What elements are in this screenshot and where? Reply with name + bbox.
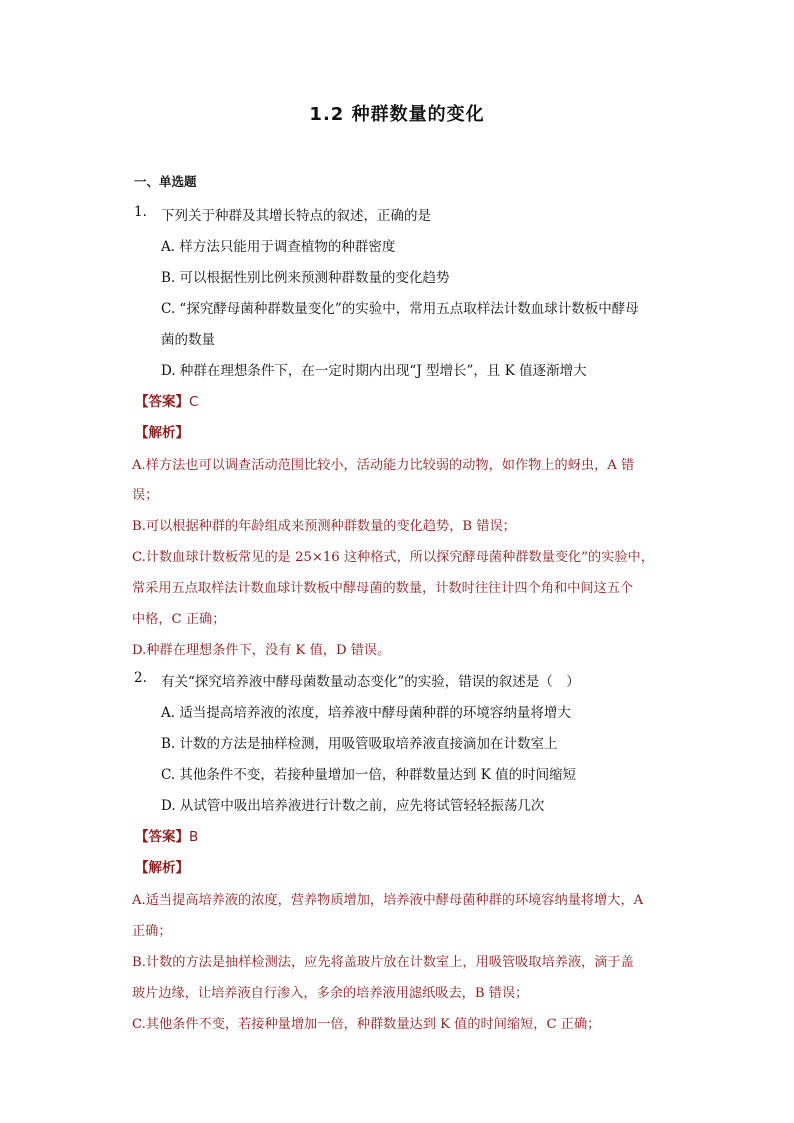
analysis-line: 中格，C 正确； — [132, 612, 226, 627]
analysis-line: A.样方法也可以调查活动范围比较小，活动能力比较弱的动物，如作物上的蚜虫，A 错 — [132, 458, 635, 473]
option-c: C. “探究酵母菌种群数量变化”的实验中，常用五点取样法计数血球计数板中酵母 — [161, 301, 639, 317]
option-b: B. 计数的方法是抽样检测，用吸管吸取培养液直接滴加在计数室上 — [161, 736, 558, 752]
option-c-continued: 菌的数量 — [161, 332, 215, 348]
option-a: A. 适当提高培养液的浓度，培养液中酵母菌种群的环境容纳量将增大 — [161, 705, 571, 721]
answer-value: C — [189, 394, 199, 410]
analysis-line: B.计数的方法是抽样检测法，应先将盖玻片放在计数室上，用吸管吸取培养液，滴于盖 — [132, 955, 634, 970]
analysis-line: B.可以根据种群的年龄组成来预测种群数量的变化趋势，B 错误； — [132, 519, 516, 534]
analysis-line: D.种群在理想条件下，没有 K 值，D 错误。 — [132, 643, 391, 658]
answer-label: 【答案】 — [135, 394, 189, 410]
option-b: B. 可以根据性别比例来预测种群数量的变化趋势 — [161, 270, 450, 286]
analysis-line: 常采用五点取样法计数血球计数板中酵母菌的数量，计数时往往计四个角和中间这五个 — [132, 581, 634, 596]
analysis-label: 【解析】 — [135, 425, 189, 441]
analysis-line: 玻片边缘，让培养液自行渗入，多余的培养液用滤纸吸去，B 错误； — [132, 986, 529, 1001]
answer-label: 【答案】 — [135, 829, 189, 845]
analysis-line: 正确； — [132, 924, 172, 939]
question-number: 2. — [134, 670, 147, 686]
analysis-line: C.计数血球计数板常见的是 25×16 这种格式，所以探究酵母菌种群数量变化”的实验中， — [132, 550, 654, 565]
option-c: C. 其他条件不变，若接种量增加一倍，种群数量达到 K 值的时间缩短 — [161, 767, 577, 783]
question-text: 有关“探究培养液中酵母菌数量动态变化”的实验，错误的叙述是（ ） — [161, 674, 580, 690]
option-d: D. 种群在理想条件下，在一定时期内出现“J 型增长”，且 K 值逐渐增大 — [161, 363, 587, 379]
option-a: A. 样方法只能用于调查植物的种群密度 — [161, 239, 396, 255]
page-title: 1.2 种群数量的变化 — [309, 104, 485, 125]
answer-row — [135, 390, 198, 410]
question-number: 1. — [134, 204, 147, 220]
section-heading: 一、单选题 — [134, 174, 197, 189]
analysis-line: 误； — [132, 488, 159, 503]
answer-row — [135, 825, 198, 845]
question-text: 下列关于种群及其增长特点的叙述，正确的是 — [161, 208, 431, 224]
analysis-line: A.适当提高培养液的浓度，营养物质增加，培养液中酵母菌种群的环境容纳量将增大，A — [132, 893, 644, 908]
option-d: D. 从试管中吸出培养液进行计数之前，应先将试管轻轻振荡几次 — [161, 798, 545, 814]
answer-value: B — [189, 829, 199, 845]
analysis-label: 【解析】 — [135, 860, 189, 876]
analysis-line: C.其他条件不变，若接种量增加一倍，种群数量达到 K 值的时间缩短，C 正确； — [132, 1017, 601, 1032]
